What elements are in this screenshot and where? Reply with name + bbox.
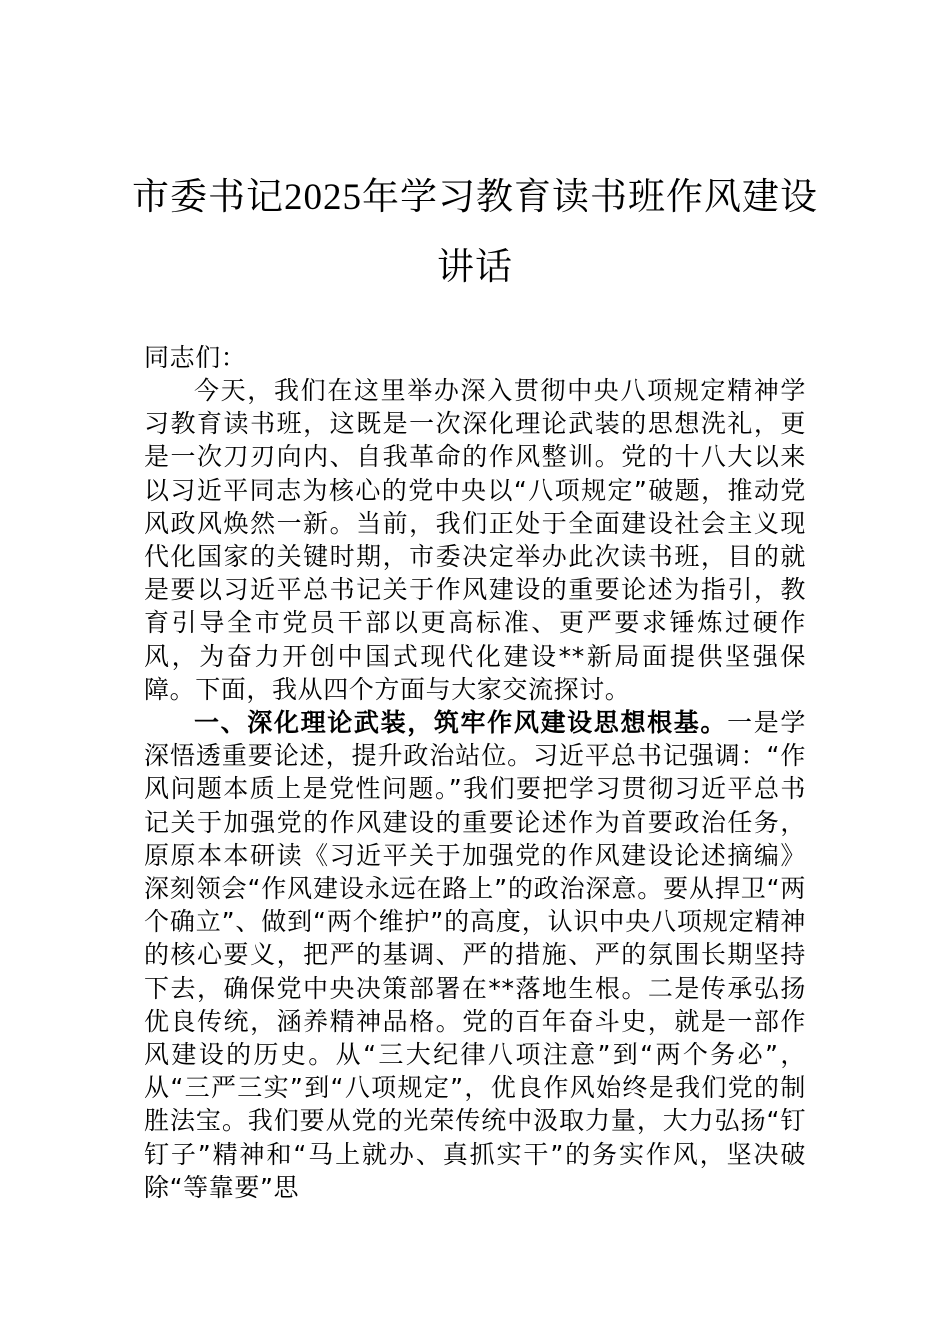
document-title-line-1: 市委书记2025年学习教育读书班作风建设 bbox=[132, 177, 818, 218]
paragraph-intro: 今天，我们在这里举办深入贯彻中央八项规定精神学习教育读书班，这既是一次深化理论武装的思想洗礼，更是一次刀刃向内、自我革命的作风整训。党的十八大以来以习近平同志为核心的党中央以“八项规定”破题，推动党风政风焕然一新。当前，我们正处于全面建设社会主义现代化国家的关键时期，市委决定举办此次读书班，目的就是要以习近平总书记关于作风建设的重要论述为指引，教育引导全市党员干部以更高标准、更严要求锤炼过硬作风，为奋力开创中国式现代化建设**新局面提供坚强保障。下面，我从四个方面与大家交流探讨。 bbox=[144, 376, 806, 704]
document-body bbox=[144, 374, 806, 1204]
document-title-line-2: 讲话 bbox=[437, 247, 513, 288]
section-one-heading: 一、深化理论武装，筑牢作风建设思想根基。 bbox=[194, 708, 728, 738]
salutation: 同志们： bbox=[144, 343, 247, 372]
paragraph-section-one bbox=[144, 706, 806, 1204]
section-one-body: 一是学深悟透重要论述，提升政治站位。习近平总书记强调：“作风问题本质上是党性问题。”我们要把学习贯彻习近平总书记关于加强党的作风建设的重要论述作为首要政治任务，原原本本研读《习近平关于加强党的作风建设论述摘编》深刻领会“作风建设永远在路上”的政治深意。要从捍卫“两个确立”、做到“两个维护”的高度，认识中央八项规定精神的核心要义，把严的基调、严的措施、严的氛围长期坚持下去，确保党中央决策部署在**落地生根。二是传承弘扬优良传统，涵养精神品格。党的百年奋斗史，就是一部作风建设的历史。从“三大纪律八项注意”到“两个务必”，从“三严三实”到“八项规定”，优良作风始终是我们党的制胜法宝。我们要从党的光荣传统中汲取力量，大力弘扬“钉钉子”精神和“马上就办、真抓实干”的务实作风，坚决破除“等靠要”思 bbox=[144, 708, 806, 1202]
